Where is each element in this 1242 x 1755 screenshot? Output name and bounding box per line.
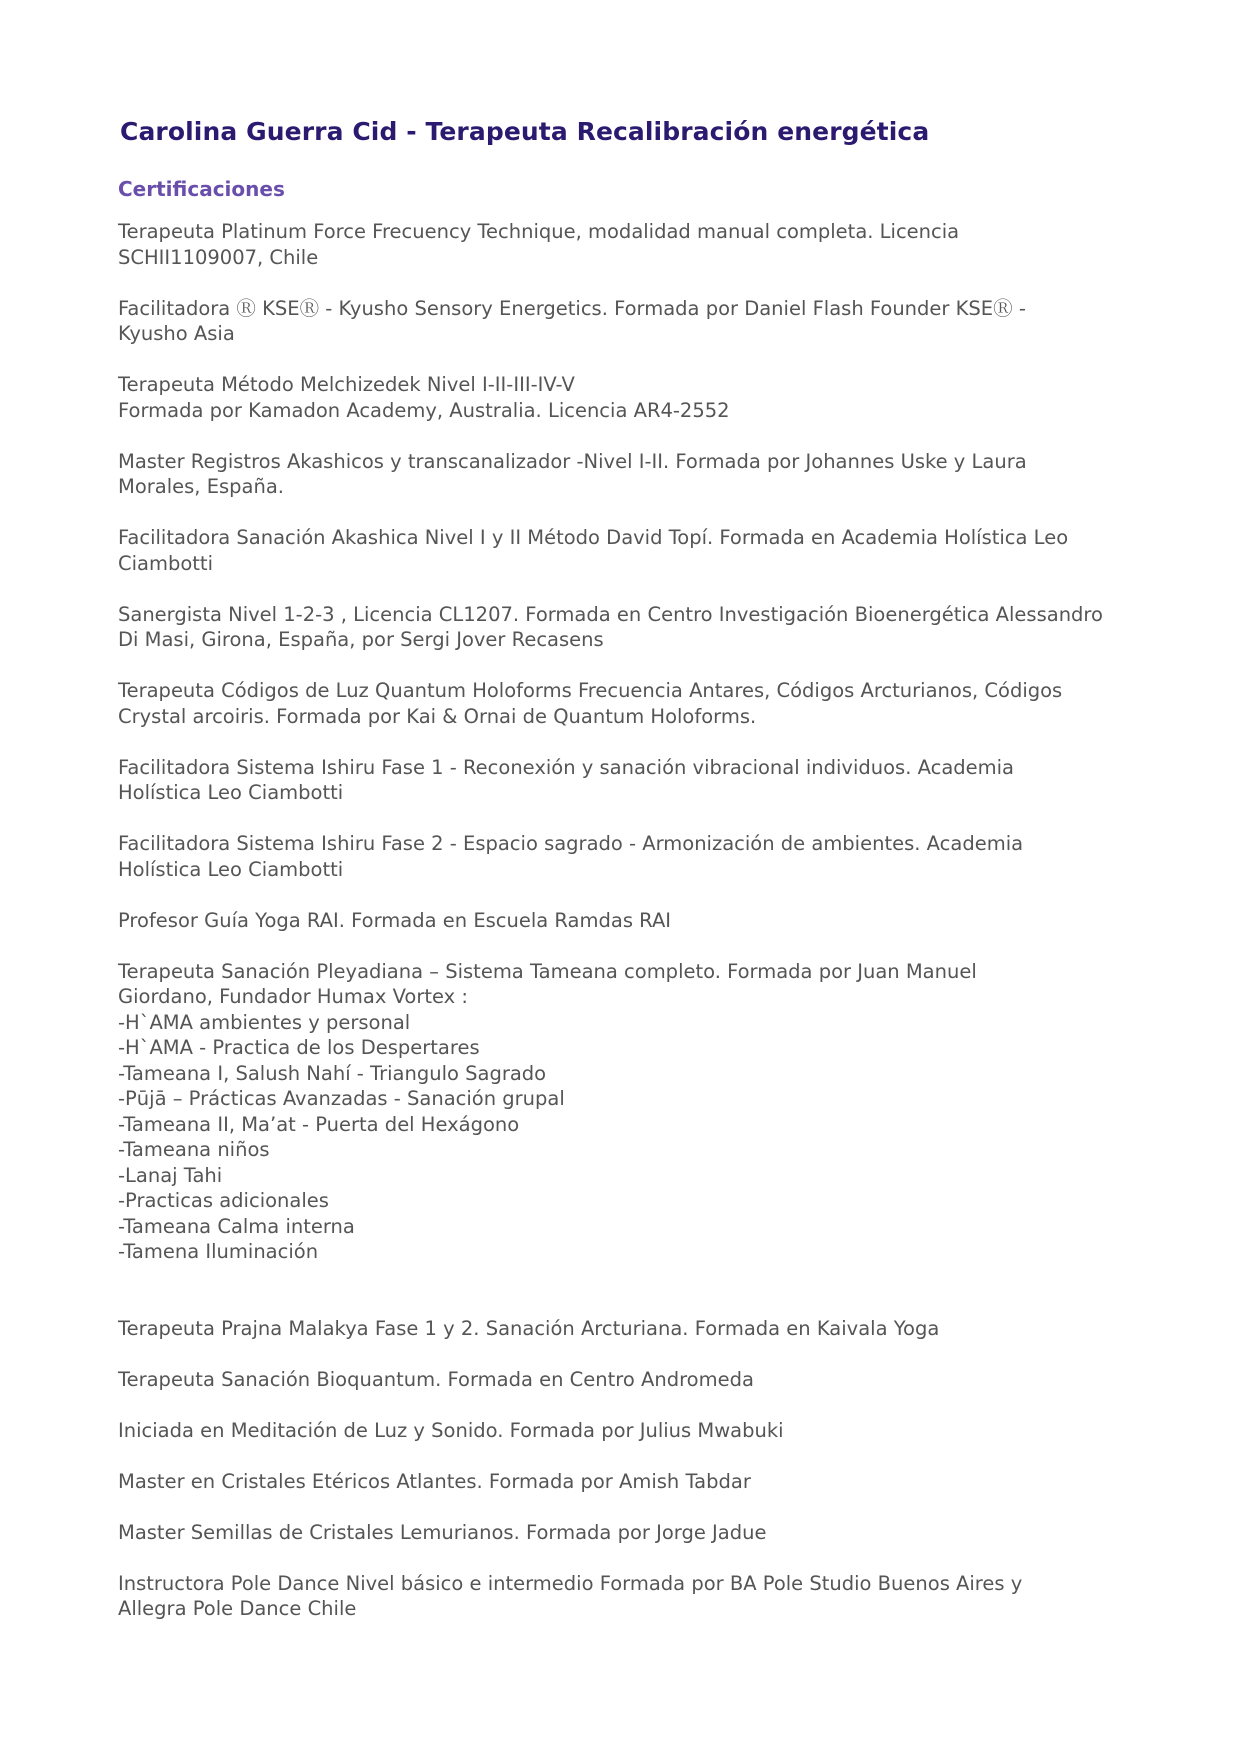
certification-text-line: Master Registros Akashicos y transcanalizador -Nivel I-II. Formada por Johannes Uske y Laura: [118, 449, 1027, 473]
certification-entry: [118, 219, 1158, 270]
certification-text-line: -Tameana II, Ma’at - Puerta del Hexágono: [118, 1112, 520, 1136]
certification-text-line: Di Masi, Girona, España, por Sergi Jover Recasens: [118, 628, 604, 651]
certification-text-line: Terapeuta Platinum Force Frecuency Technique, modalidad manual completa. Licencia: [118, 220, 960, 243]
certification-text-line: Iniciada en Meditación de Luz y Sonido. Formada por Julius Mwabuki: [118, 1418, 784, 1442]
certification-text-line: -Tamena Iluminación: [118, 1240, 319, 1263]
certification-text-line: Ciambotti: [118, 551, 213, 575]
certification-entry: [118, 1367, 1158, 1393]
certification-entry: [118, 755, 1158, 806]
certification-text-line: Profesor Guía Yoga RAI. Formada en Escuela Ramdas RAI: [118, 908, 672, 932]
certification-entry: [118, 1571, 1158, 1622]
certification-entry: [118, 959, 1158, 1265]
certification-text-line: Terapeuta Códigos de Luz Quantum Holoforms Frecuencia Antares, Códigos Arcturianos, Códigos: [118, 679, 1063, 702]
certification-text-line: -Lanaj Tahi: [118, 1163, 223, 1187]
certification-text-line: Facilitadora Sistema Ishiru Fase 1 - Reconexión y sanación vibracional individuos. Academia: [118, 755, 1015, 779]
certification-entry: [118, 1469, 1158, 1495]
certification-entry: [118, 831, 1158, 882]
certification-text-line: -Tameana I, Salush Nahí - Triangulo Sagrado: [118, 1061, 547, 1085]
certification-text-line: Crystal arcoiris. Formada por Kai & Ornai de Quantum Holoforms.: [118, 704, 757, 728]
section-heading-certificaciones: Certificaciones: [118, 177, 285, 201]
certification-text-line: Sanergista Nivel 1-2-3 , Licencia CL1207. Formada en Centro Investigación Bioenergética Alessandro: [118, 602, 1103, 626]
certification-text-line: Terapeuta Método Melchizedek Nivel I-II-III-IV-V: [118, 373, 575, 396]
certification-text-line: Allegra Pole Dance Chile: [118, 1597, 357, 1620]
certification-text-line: Master en Cristales Etéricos Atlantes. Formada por Amish Tabdar: [118, 1469, 751, 1493]
certification-text-line: -Tameana Calma interna: [118, 1214, 355, 1238]
certification-text-line: Facilitadora Ⓡ KSEⓇ - Kyusho Sensory Energetics. Formada por Daniel Flash Founder KSEⓇ -: [118, 296, 1026, 320]
spacer: [118, 1290, 1158, 1316]
certification-entry: [118, 525, 1158, 576]
certification-text-line: -Pūjā – Prácticas Avanzadas - Sanación grupal: [118, 1087, 565, 1110]
certification-entry: [118, 372, 1158, 423]
certification-entry: [118, 678, 1158, 729]
certification-entry: [118, 1418, 1158, 1444]
certification-text-line: Terapeuta Sanación Pleyadiana – Sistema Tameana completo. Formada por Juan Manuel: [118, 959, 977, 983]
certification-text-line: Morales, España.: [118, 475, 285, 498]
certification-text-line: Instructora Pole Dance Nivel básico e intermedio Formada por BA Pole Studio Buenos Aires y: [118, 1571, 1023, 1595]
page-title: Carolina Guerra Cid - Terapeuta Recalibración energética: [120, 117, 930, 146]
certification-text-line: Formada por Kamadon Academy, Australia. Licencia AR4-2552: [118, 398, 730, 422]
certification-text-line: -H`AMA - Practica de los Despertares: [118, 1036, 480, 1059]
certification-entry: [118, 602, 1158, 653]
certification-text-line: -Tameana niños: [118, 1138, 270, 1161]
certification-text-line: Facilitadora Sanación Akashica Nivel I y II Método David Topí. Formada en Academia Holística Leo: [118, 526, 1069, 549]
certification-text-line: -Practicas adicionales: [118, 1189, 329, 1212]
certification-text-line: Kyusho Asia: [118, 322, 235, 345]
certification-text-line: Facilitadora Sistema Ishiru Fase 2 - Espacio sagrado - Armonización de ambientes. Academia: [118, 832, 1024, 855]
certification-entry: [118, 296, 1158, 347]
certification-entry: [118, 908, 1158, 934]
certification-text-line: Terapeuta Sanación Bioquantum. Formada en Centro Andromeda: [118, 1367, 754, 1391]
certification-entry: [118, 1316, 1158, 1342]
certification-text-line: -H`AMA ambientes y personal: [118, 1010, 411, 1034]
certification-list: [118, 219, 1158, 1647]
certification-text-line: Terapeuta Prajna Malakya Fase 1 y 2. Sanación Arcturiana. Formada en Kaivala Yoga: [118, 1316, 940, 1340]
certification-entry: [118, 1520, 1158, 1546]
certification-text-line: Giordano, Fundador Humax Vortex :: [118, 985, 468, 1008]
certification-entry: [118, 449, 1158, 500]
certification-text-line: SCHII1109007, Chile: [118, 245, 319, 269]
certification-text-line: Holística Leo Ciambotti: [118, 857, 344, 881]
certification-text-line: Holística Leo Ciambotti: [118, 781, 344, 804]
certification-text-line: Master Semillas de Cristales Lemurianos. Formada por Jorge Jadue: [118, 1520, 767, 1544]
